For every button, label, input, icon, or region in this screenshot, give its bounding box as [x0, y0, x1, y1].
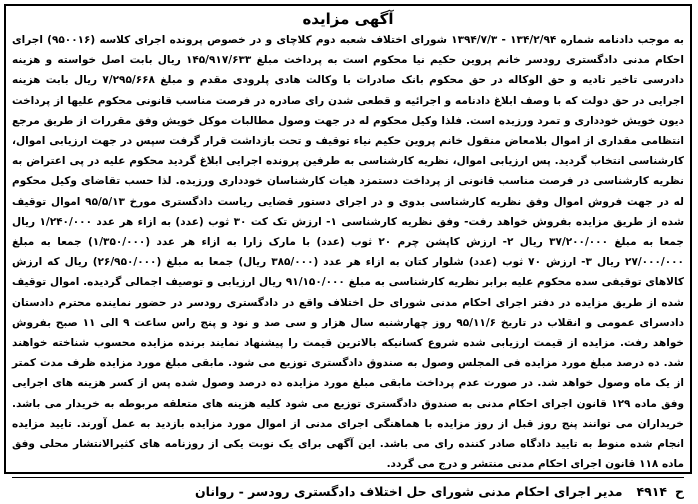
footer-signature: مدیر اجرای احکام مدنی شورای حل اختلاف دادگستری رودسر - روانان	[194, 483, 623, 499]
notice-frame	[4, 4, 692, 499]
notice-title: آگهی مزایده	[302, 10, 394, 28]
notice-footer	[12, 478, 684, 504]
footer-number: ۴۹۱۴	[636, 483, 667, 499]
notice-body: به موجب دادنامه شماره ۱۳۴/۲/۹۴ - ۱۳۹۴/۷/۳ شورای اختلاف شعبه دوم کلاچای و در خصوص پرونده اجرای کلاسه (۹۵۰۰۱۶) اجرای احکام مدنی دادگستری رودسر خانم پروین حکیم نیا محکوم است به پرداخت مبلغ ۱۴۵/۹۱۷/۶۳۳ ریال بابت اصل خواسته و هزینه دادرسی تاخیر تادیه و حق الوکاله در حق محکوم بانک صادرات با وکالت هادی پلرودی مقدم و مبلغ ۷/۲۹۵/۶۶۸ ریال بابت هزینه اجرایی در حق دولت که با وصف ابلاغ دادنامه و اجرائیه و قطعی شدن رای صادره در فرصت مناسب قانونی محکوم علیها از پرداخت دیون خویش خودداری و تمرد ورزیده است. فلذا وکیل محکوم له در جهت وصول مطالبات موکل خویش وفق مقررات از طریق مرجع انتظامی مقداری از اموال بلامعاض منقول خانم پروین حکیم نیاء توقیف و تحت بازداشت قرار گرفت سپس در جهت ارزیابی اموال، کارشناسی انتخاب گردید. پس ارزیابی اموال، نظریه کارشناسی به طرفین پرونده اجرایی ابلاغ گردید محکوم علیه در پی اعتراض به نظریه کارشناسی در فرصت مناسب قانونی از پرداخت دستمزد هیات کارشناسان خودداری ورزیده. لذا حسب تقاضای وکیل محکوم له در جهت فروش اموال وفق نظریه کارشناسی بدوی و در اجرای دستور قضایی ریاست دادگستری مورخ ۹۵/۵/۱۳ اموال توقیف شده از طریق مزایده بفروش خواهد رفت- وفق نظریه کارشناسی ۱- ارزش تک کت ۳۰ ثوب (عدد) به ازاء هر عدد ۱/۲۴۰/۰۰۰ ریال جمعا به مبلغ ۳۷/۲۰۰/۰۰۰ ریال ۲- ارزش کاپشن چرم ۲۰ ثوب (عدد) با مارک زارا به ازاء هر عدد (۱/۳۵۰/۰۰۰) جمعا به مبلغ ۲۷/۰۰۰/۰۰۰ ریال ۳- ارزش ۷۰ ثوب (عدد) شلوار کتان به ازاء هر عدد (۳۸۵/۰۰۰ ریال) جمعا به مبلغ (۲۶/۹۵۰/۰۰۰) ریال که ارزش کالاهای توقیفی سده محکوم علیه برابر نظریه کارشناسی به مبلغ ۹۱/۱۵۰/۰۰۰ ریال ارزیابی و توصیف اجمالی گردیده. اموال توقیف شده از طریق مزایده در دفتر اجرای احکام مدنی شورای حل اختلاف واقع در دادگستری رودسر در حضور نماینده محترم دادستان دادسرای عمومی و انقلاب در تاریخ ۹۵/۱۱/۶ روز چهارشنبه سال هزار و سی صد و نود و پنج راس ساعت ۹ الی ۱۱ صبح بفروش خواهد رفت. مزایده از قیمت ارزیابی شده شروع کسانیکه بالاترین قیمت را پیشنهاد نمایند برنده مزایده محسوب شناخته خواهند شد. ده درصد مبلغ مورد مزایده فی المجلس وصول به صندوق دادگستری توزیع می شود. مابقی مبلغ مورد مزایده ظرف مدت کمتر از یک ماه وصول خواهد شد. در صورت عدم پرداخت مابقی مبلغ مورد مزایده ده درصد وصول شده پس از کسر هزینه های اجرایی وفق ماده ۱۲۹ قانون اجرای احکام مدنی به صندوق دادگستری توزیع می شود کلیه هزینه های متعلقه مربوطه به خریدار می باشد. خریداران می توانند پنج روز قبل از روز مزایده با هماهنگی اجرای مدنی از اموال مورد مزایده بازدید به عمل آورند. تایید مزایده انجام شده منوط به تایید دادگاه صادر کننده رای می باشد. این آگهی برای یک نوبت یکی از روزنامه های کثیرالانتشار محلی وفق ماده ۱۱۸ قانون اجرای احکام مدنی منتشر و درج می گردد.	[12, 34, 685, 471]
footer-code: ح	[674, 483, 684, 499]
